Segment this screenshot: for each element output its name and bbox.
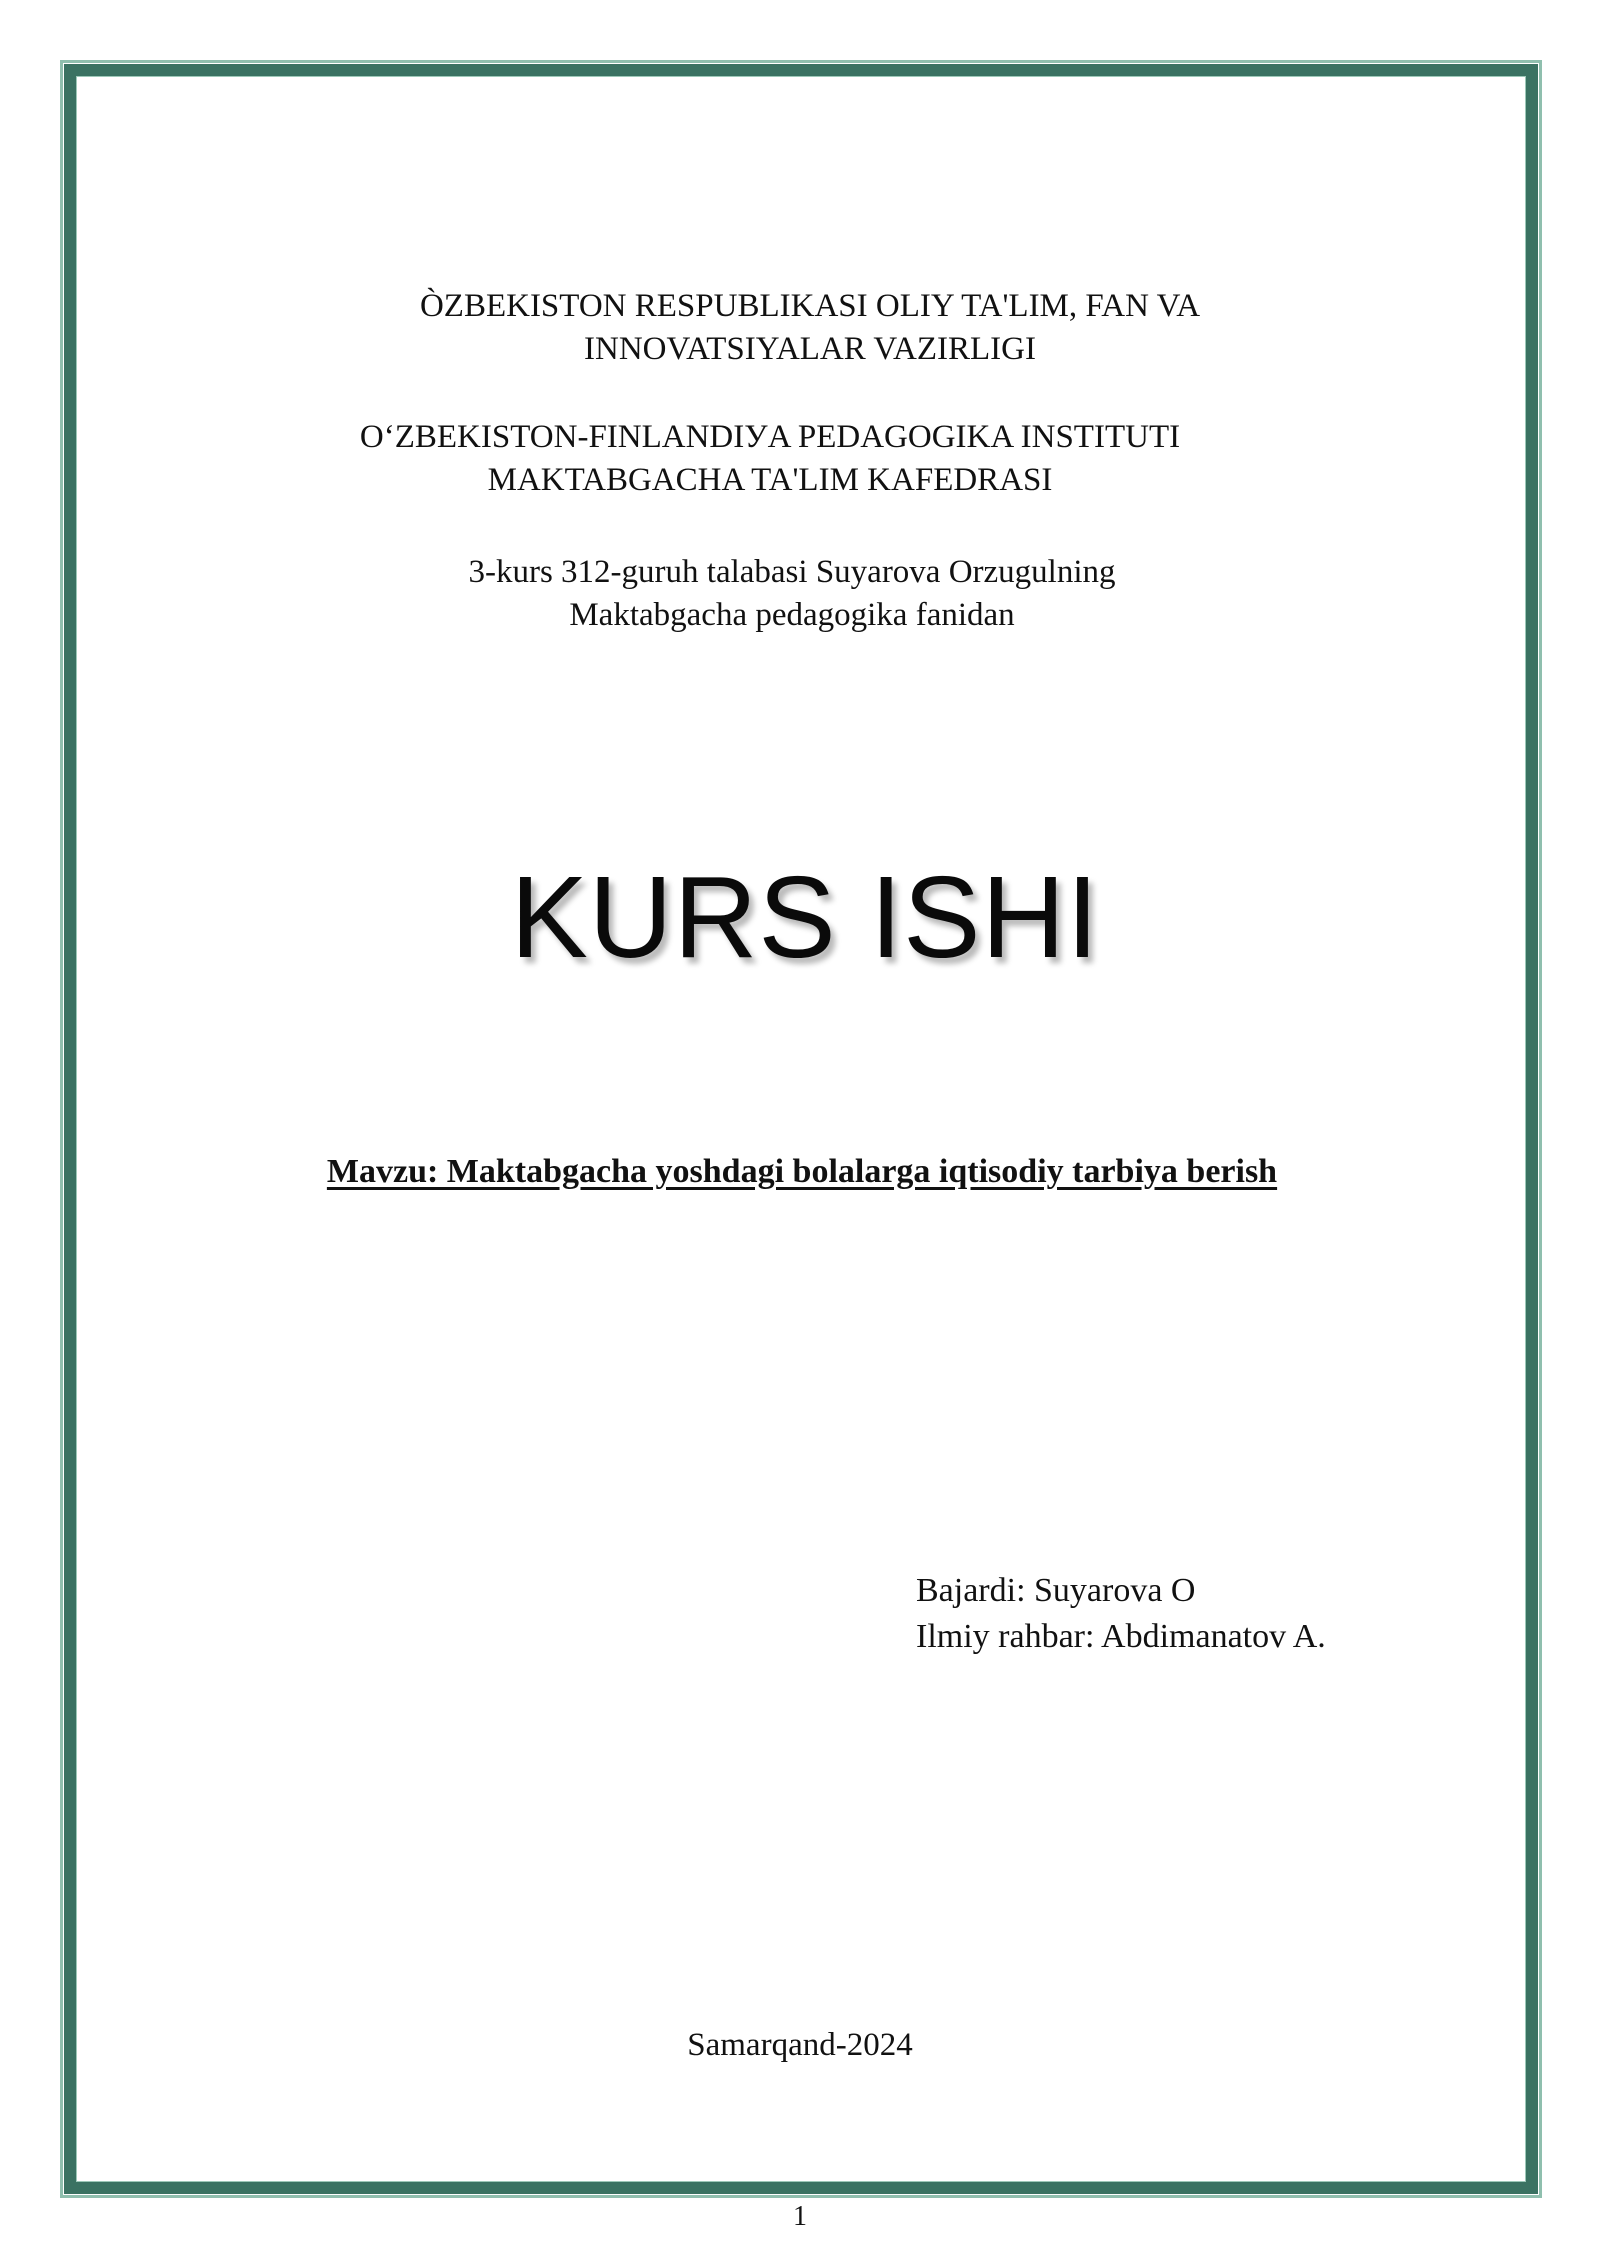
page-border — [64, 64, 1538, 2194]
city-year: Samarqand-2024 — [687, 2027, 913, 2063]
ministry-line-1: ÒZBEKISTON RESPUBLIKASI OLIY TA'LIM, FAN VA — [419, 288, 1201, 324]
student-info — [312, 551, 1272, 637]
ministry-line-2: INNOVATSIYALAR VAZIRLIGI — [584, 331, 1036, 367]
subject-line: Maktabgacha pedagogika fanidan — [569, 597, 1015, 633]
page-number: 1 — [793, 2201, 807, 2232]
performed-by: Bajardi: Suyarova O — [916, 1572, 1196, 1609]
authors-block — [916, 1568, 1326, 1660]
page-border-inner-rule — [76, 76, 1526, 2182]
topic-line: Mavzu: Maktabgacha yoshdagi bolalarga iqtisodiy tarbiya berish — [326, 1153, 1278, 1190]
document-title: KURS ISHI — [510, 852, 1100, 982]
ministry-heading — [330, 285, 1290, 371]
department-line: MAKTABGACHA TA'LIM KAFEDRASI — [487, 462, 1053, 498]
institute-heading — [290, 416, 1250, 502]
institute-line-1: O‘ZBEKISTON-FINLANDIУA PEDAGOGIKA INSTITUTI — [359, 419, 1181, 455]
supervisor: Ilmiy rahbar: Abdimanatov A. — [916, 1618, 1326, 1655]
student-line: 3-kurs 312-guruh talabasi Suyarova Orzugulning — [468, 554, 1116, 590]
